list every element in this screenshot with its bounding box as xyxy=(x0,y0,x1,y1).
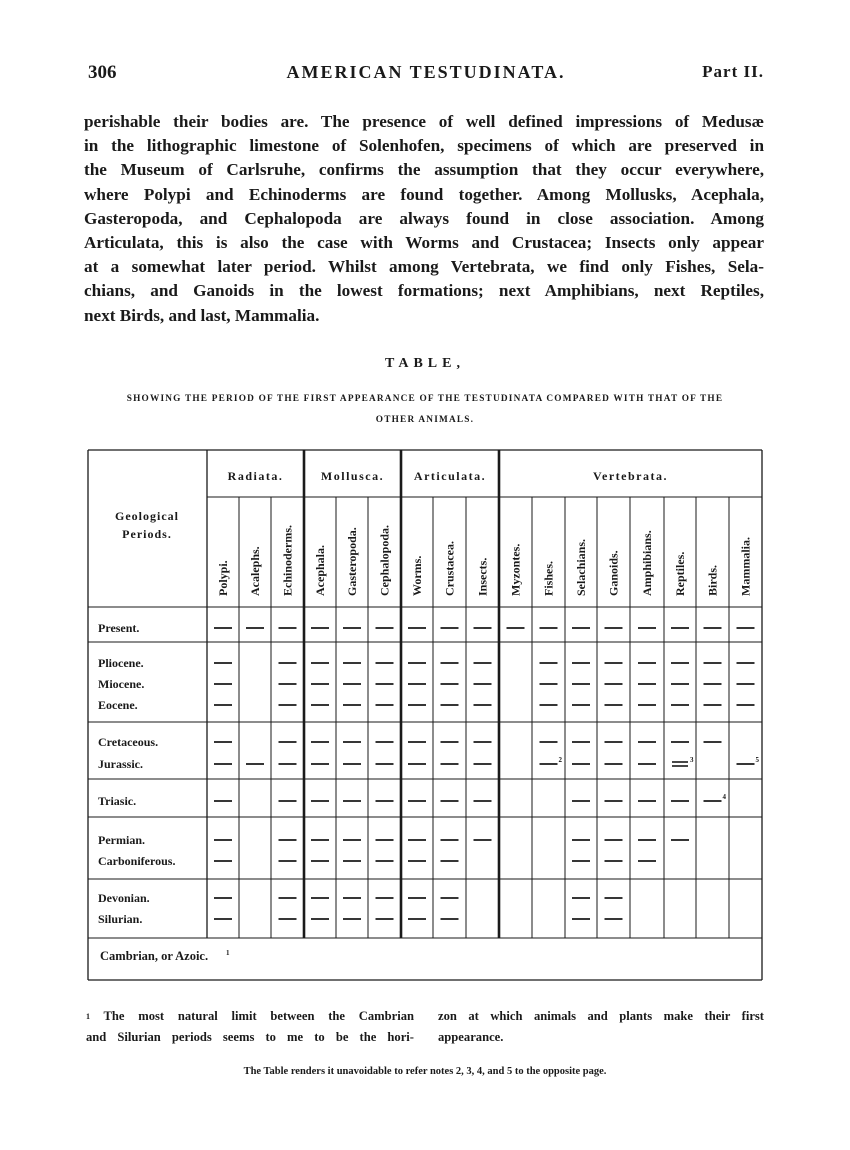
body-line: at a somewhat later period. Whilst among Vertebrata, we find only Fishes, Sela- xyxy=(84,257,764,277)
corner-label: Geological xyxy=(115,509,179,523)
footnote-line: and Silurian periods seems to me to be the hori- xyxy=(86,1030,414,1044)
column-label: Amphibians. xyxy=(640,530,654,596)
part-label: Part II. xyxy=(702,62,764,81)
period-label: Silurian. xyxy=(98,912,143,926)
footnote-line: The most natural limit between the Cambrian xyxy=(103,1009,414,1023)
footnote-line: zon at which animals and plants make their first xyxy=(438,1009,764,1023)
column-label: Insects. xyxy=(475,557,490,596)
body-line: where Polypi and Echinoderms are found together. Among Mollusks, Acephala, xyxy=(84,184,764,204)
table-title: TABLE, xyxy=(385,356,465,371)
column-label: Acephala. xyxy=(313,545,327,596)
footnote-line: appearance. xyxy=(438,1030,504,1044)
period-label: Triasic. xyxy=(98,794,137,808)
period-label: Eocene. xyxy=(98,698,138,712)
column-label: Birds. xyxy=(705,564,720,596)
body-line: Gasteropoda, and Cephalopoda are always found in close association. Among xyxy=(84,208,764,228)
table-subtitle-continued: OTHER ANIMALS. xyxy=(375,415,475,425)
column-label: Ganoids. xyxy=(606,550,621,596)
column-label: Polypi. xyxy=(216,560,230,596)
page-number: 306 xyxy=(88,62,117,83)
footnote-right-column xyxy=(438,1006,764,1048)
period-label: Cretaceous. xyxy=(98,735,159,749)
body-line: the Museum of Carlsruhe, confirms the assumption that they occur everywhere, xyxy=(84,160,764,180)
period-label: Miocene. xyxy=(98,677,145,691)
column-label: Selachians. xyxy=(574,538,588,596)
column-label: Reptiles. xyxy=(673,551,687,596)
corner-label: Periods. xyxy=(122,527,172,541)
column-label: Gasteropoda. xyxy=(345,527,359,596)
group-label: Articulata. xyxy=(413,469,487,483)
footnote-left-column xyxy=(86,1006,414,1048)
running-title: AMERICAN TESTUDINATA. xyxy=(286,62,566,82)
body-line: in the lithographic limestone of Solenhofen, specimens of which are preserved in xyxy=(84,136,764,156)
column-label: Cephalopoda. xyxy=(377,524,392,596)
note-reference-mark: 2 xyxy=(558,756,562,764)
body-line: next Birds, and last, Mammalia. xyxy=(84,305,320,325)
column-label: Myzontes. xyxy=(508,543,523,596)
group-label: Vertebrata. xyxy=(592,469,669,483)
note-reference-mark: 5 xyxy=(755,756,759,764)
table-note: The Table renders it unavoidable to refer notes 2, 3, 4, and 5 to the opposite page. xyxy=(243,1066,607,1077)
table-subtitle: SHOWING THE PERIOD OF THE FIRST APPEARANCE OF THE TESTUDINATA COMPARED WITH THAT OF THE xyxy=(126,394,724,404)
column-label: Acalephs. xyxy=(248,546,262,596)
column-label: Crustacea. xyxy=(442,541,457,596)
body-line: chians, and Ganoids in the lowest formations; next Amphibians, next Reptiles, xyxy=(84,281,764,301)
group-label: Mollusca. xyxy=(320,469,385,483)
cambrian-note-mark: 1 xyxy=(226,949,230,957)
note-reference-mark: 3 xyxy=(690,756,694,764)
body-line: perishable their bodies are. The presence of well defined impressions of Medusæ xyxy=(84,112,764,131)
period-label: Present. xyxy=(98,621,140,635)
column-label: Worms. xyxy=(410,555,424,596)
period-label: Pliocene. xyxy=(98,656,144,670)
period-label: Permian. xyxy=(98,833,145,847)
group-label: Radiata. xyxy=(227,469,284,483)
column-label: Fishes. xyxy=(541,560,556,596)
body-line: Articulata, this is also the case with Worms and Crustacea; Insects only appear xyxy=(84,232,764,252)
note-reference-mark: 4 xyxy=(722,793,726,801)
period-label: Carboniferous. xyxy=(98,854,176,868)
period-label: Devonian. xyxy=(98,891,150,905)
period-label: Jurassic. xyxy=(98,757,143,771)
footnote-mark: 1 xyxy=(86,1012,90,1021)
cambrian-label: Cambrian, or Azoic. xyxy=(100,949,209,963)
column-label: Echinoderms. xyxy=(280,524,295,596)
column-label: Mammalia. xyxy=(738,537,753,596)
